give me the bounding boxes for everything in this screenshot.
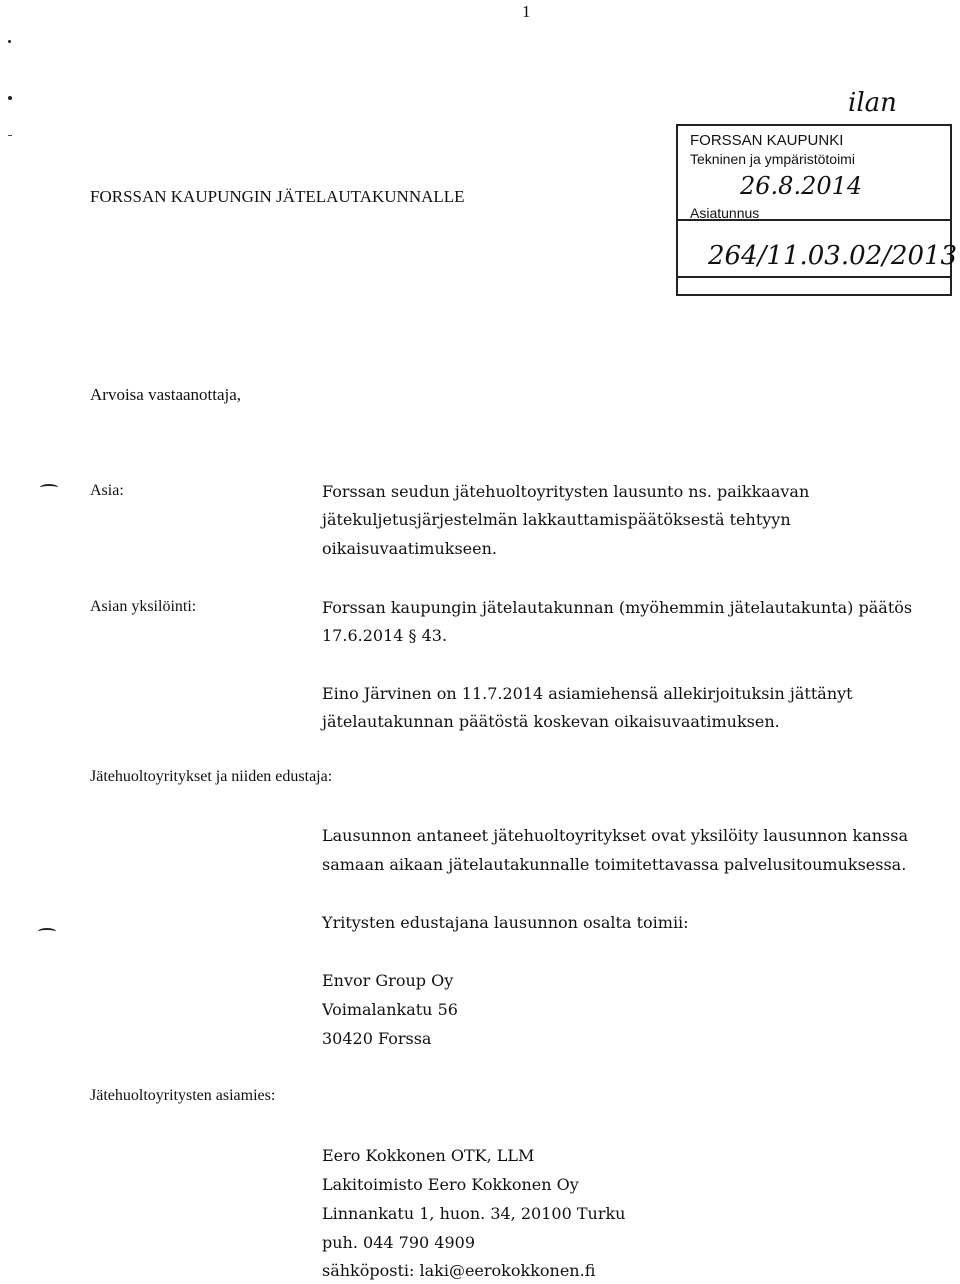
handwritten-initials: ilan: [848, 88, 897, 118]
yksilointi-label: Asian yksilöinti:: [90, 598, 197, 615]
page-number: 1: [522, 2, 531, 21]
asiamies-line: Eero Kokkonen OTK, LLM: [322, 1146, 535, 1165]
yksilointi-line: jätelautakunnan päätöstä koskevan oikaisuvaatimuksen.: [322, 712, 780, 731]
asia-line: jätekuljetusjärjestelmän lakkauttamispäätöksestä tehtyyn: [322, 510, 791, 529]
yksilointi-line: 17.6.2014 § 43.: [322, 626, 448, 645]
stamp-case-label: Asiatunnus: [690, 205, 760, 221]
asiamies-email-line[interactable]: sähköposti: laki@eerokokkonen.fi: [322, 1261, 596, 1280]
stamp-dept: Tekninen ja ympäristötoimi: [690, 151, 855, 167]
asiamies-label: Jätehuoltoyritysten asiamies:: [90, 1087, 276, 1104]
edustaja-address-line: 30420 Forssa: [322, 1029, 432, 1048]
yksilointi-line: Eino Järvinen on 11.7.2014 asiamiehensä allekirjoituksin jättänyt: [322, 684, 853, 703]
stamp-bottom-rule: [678, 276, 950, 278]
asia-line: oikaisuvaatimukseen.: [322, 539, 497, 558]
receipt-stamp: [676, 124, 958, 296]
margin-dash-mark: [8, 135, 12, 136]
addressee-heading: FORSSAN KAUPUNGIN JÄTELAUTAKUNNALLE: [90, 187, 465, 206]
asiamies-line: puh. 044 790 4909: [322, 1233, 475, 1252]
edustaja-line: Lausunnon antaneet jätehuoltoyritykset ovat yksilöity lausunnon kanssa: [322, 826, 908, 845]
asiamies-line: Linnankatu 1, huon. 34, 20100 Turku: [322, 1204, 626, 1223]
margin-caret-mark: [38, 928, 56, 935]
edustaja-line: samaan aikaan jätelautakunnalle toimitettavassa palvelusitoumuksessa.: [322, 855, 907, 874]
stamp-handwritten-date: 26.8.2014: [740, 172, 863, 200]
edustaja-intro: Yritysten edustajana lausunnon osalta toimii:: [322, 913, 689, 932]
margin-dot-mark: [8, 40, 11, 43]
salutation: Arvoisa vastaanottaja,: [90, 385, 242, 404]
asiamies-line: Lakitoimisto Eero Kokkonen Oy: [322, 1175, 579, 1194]
edustaja-label: Jätehuoltoyritykset ja niiden edustaja:: [90, 768, 333, 785]
margin-caret-mark: [40, 484, 58, 491]
margin-dot-mark: [8, 96, 12, 100]
asia-line: Forssan seudun jätehuoltoyritysten lausunto ns. paikkaavan: [322, 482, 810, 501]
edustaja-address-line: Voimalankatu 56: [322, 1000, 458, 1019]
edustaja-address-line: Envor Group Oy: [322, 971, 454, 990]
stamp-handwritten-case: 264/11.03.02/2013: [708, 241, 958, 271]
stamp-org: FORSSAN KAUPUNKI: [690, 132, 844, 149]
yksilointi-line: Forssan kaupungin jätelautakunnan (myöhemmin jätelautakunta) päätös: [322, 598, 913, 617]
asia-label: Asia:: [90, 482, 124, 499]
stamp-divider: [678, 219, 950, 221]
